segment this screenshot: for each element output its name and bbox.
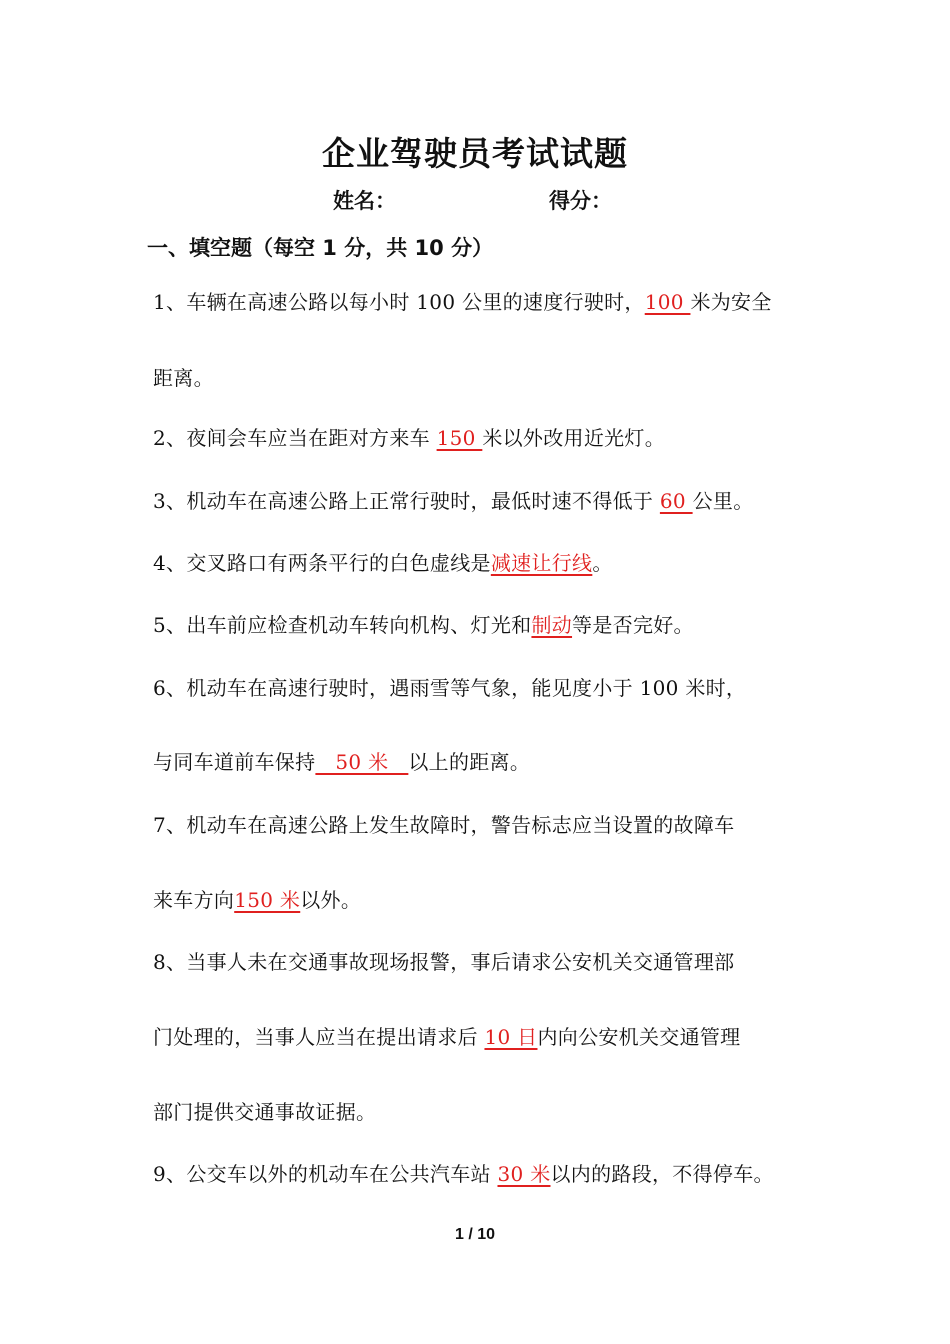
- question-6: [153, 672, 746, 701]
- question-8: [153, 946, 734, 975]
- answer-blank: 150 米: [234, 888, 301, 912]
- page-number: 1 / 10: [454, 1226, 496, 1243]
- question-text: 米以外改用近光灯。: [482, 426, 666, 450]
- question-text: 距离。: [153, 366, 214, 390]
- question-7: [153, 809, 734, 838]
- question-text: 8、当事人未在交通事故现场报警，事后请求公安机关交通管理部: [153, 950, 735, 974]
- question-3: [153, 485, 754, 514]
- document-title: 企业驾驶员考试试题: [322, 134, 628, 173]
- question-text: 2、夜间会车应当在距对方来车: [153, 426, 437, 450]
- question-text: 9、公交车以外的机动车在公共汽车站: [153, 1162, 498, 1186]
- question-text: 3、机动车在高速公路上正常行驶时，最低时速不得低于: [153, 489, 660, 513]
- question-2: [153, 422, 665, 451]
- answer-blank: 制动: [531, 613, 573, 637]
- question-text: 与同车道前车保持: [153, 750, 316, 774]
- question-text: 以上的距离。: [408, 750, 531, 774]
- answer-blank: 30 米: [497, 1162, 551, 1186]
- answer-blank: 10 日: [484, 1025, 538, 1049]
- question-text: 。: [592, 551, 613, 575]
- score-label: 得分：: [549, 189, 612, 213]
- answer-blank: 60: [659, 489, 693, 513]
- question-1: [153, 286, 772, 315]
- question-text: 7、机动车在高速公路上发生故障时，警告标志应当设置的故障车: [153, 813, 735, 837]
- question-text: 等是否完好。: [572, 613, 694, 637]
- question-text: 门处理的，当事人应当在提出请求后: [153, 1025, 485, 1049]
- question-text: 内向公安机关交通管理: [537, 1025, 741, 1049]
- section-heading: 一、填空题（每空 1 分，共 10 分）: [147, 236, 494, 260]
- answer-blank: 150: [436, 426, 483, 450]
- answer-blank: 100: [644, 290, 691, 314]
- question-6-continued: [153, 746, 530, 775]
- question-text: 部门提供交通事故证据。: [153, 1100, 377, 1124]
- answer-blank: 减速让行线: [490, 551, 593, 575]
- question-text: 来车方向: [153, 888, 235, 912]
- question-text: 以外。: [300, 888, 362, 912]
- name-label: 姓名：: [333, 189, 396, 213]
- question-text: 1、车辆在高速公路以每小时 100 公里的速度行驶时，: [153, 290, 645, 314]
- question-4: [153, 547, 613, 576]
- question-text: 6、机动车在高速行驶时，遇雨雪等气象，能见度小于 100 米时，: [153, 676, 747, 700]
- question-text: 4、交叉路口有两条平行的白色虚线是: [153, 551, 491, 575]
- question-5: [153, 609, 694, 638]
- answer-blank: 50 米: [315, 750, 409, 774]
- question-9: [153, 1158, 774, 1187]
- question-text: 以内的路段，不得停车。: [550, 1162, 774, 1186]
- question-text: 5、出车前应检查机动车转向机构、灯光和: [153, 613, 532, 637]
- question-8-continued-2: [153, 1096, 376, 1125]
- question-1-continued: [153, 362, 214, 391]
- question-8-continued: [153, 1021, 740, 1050]
- question-text: 米为安全: [690, 290, 772, 314]
- question-7-continued: [153, 884, 361, 913]
- question-text: 公里。: [692, 489, 754, 513]
